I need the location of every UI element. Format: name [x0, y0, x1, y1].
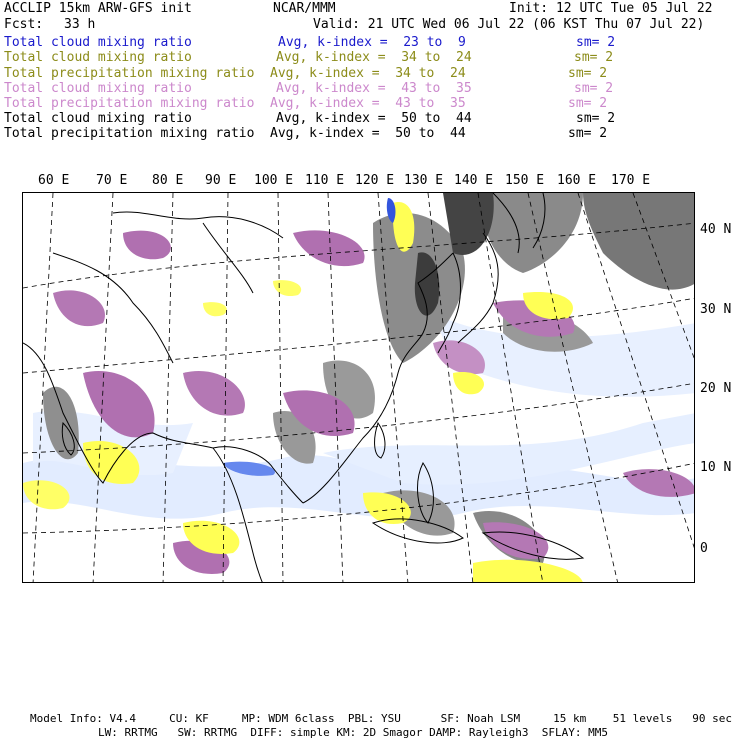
fcst-label: Fcst:	[4, 17, 44, 32]
map-panel	[22, 192, 695, 583]
legend-avg-4: Avg, k-index = 43 to 35	[276, 81, 472, 96]
lat-label: 30 N	[700, 302, 732, 317]
model-title: ACCLIP 15km ARW-GFS init	[4, 1, 192, 16]
lon-label: 80 E	[152, 173, 184, 188]
legend-sm-3: sm= 2	[568, 66, 608, 81]
lat-label: 40 N	[700, 222, 732, 237]
physics-info: LW: RRTMG SW: RRTMG DIFF: simple KM: 2D Smagor DAMP: Rayleigh3 SFLAY: MM5	[98, 726, 608, 739]
legend-field-3: Total precipitation mixing ratio	[4, 66, 255, 81]
lat-label: 0	[700, 541, 708, 556]
legend-field-1: Total cloud mixing ratio	[4, 35, 192, 50]
lon-label: 60 E	[38, 173, 70, 188]
lon-label: 90 E	[205, 173, 237, 188]
legend-sm-2: sm= 2	[574, 50, 614, 65]
cloud-shading	[23, 193, 695, 583]
init-time: Init: 12 UTC Tue 05 Jul 22	[509, 1, 713, 16]
model-info: Model Info: V4.4 CU: KF MP: WDM 6class PBL: YSU SF: Noah LSM 15 km 51 levels 90 sec	[30, 712, 732, 725]
lon-label: 70 E	[96, 173, 128, 188]
lon-label: 160 E	[557, 173, 597, 188]
valid-time: Valid: 21 UTC Wed 06 Jul 22 (06 KST Thu 07 Jul 22)	[313, 17, 705, 32]
legend-avg-5: Avg, k-index = 43 to 35	[270, 96, 466, 111]
legend-sm-1: sm= 2	[576, 35, 616, 50]
legend-field-6: Total cloud mixing ratio	[4, 111, 192, 126]
org-label: NCAR/MMM	[273, 1, 336, 16]
legend-avg-3: Avg, k-index = 34 to 24	[270, 66, 466, 81]
lon-label: 150 E	[505, 173, 545, 188]
lon-label: 100 E	[254, 173, 294, 188]
map-canvas	[23, 193, 695, 583]
lat-label: 20 N	[700, 381, 732, 396]
legend-sm-6: sm= 2	[576, 111, 616, 126]
legend-avg-6: Avg, k-index = 50 to 44	[276, 111, 472, 126]
lon-label: 170 E	[611, 173, 651, 188]
lon-label: 120 E	[355, 173, 395, 188]
legend-avg-7: Avg, k-index = 50 to 44	[270, 126, 466, 141]
legend-sm-7: sm= 2	[568, 126, 608, 141]
lon-label: 140 E	[454, 173, 494, 188]
fcst-value: 33 h	[64, 17, 96, 32]
lat-label: 10 N	[700, 460, 732, 475]
lon-label: 110 E	[305, 173, 345, 188]
legend-avg-2: Avg, k-index = 34 to 24	[276, 50, 472, 65]
legend-field-4: Total cloud mixing ratio	[4, 81, 192, 96]
legend-field-2: Total cloud mixing ratio	[4, 50, 192, 65]
legend-sm-5: sm= 2	[568, 96, 608, 111]
legend-field-7: Total precipitation mixing ratio	[4, 126, 255, 141]
legend-avg-1: Avg, k-index = 23 to 9	[278, 35, 466, 50]
legend-sm-4: sm= 2	[574, 81, 614, 96]
legend-field-5: Total precipitation mixing ratio	[4, 96, 255, 111]
lon-label: 130 E	[404, 173, 444, 188]
